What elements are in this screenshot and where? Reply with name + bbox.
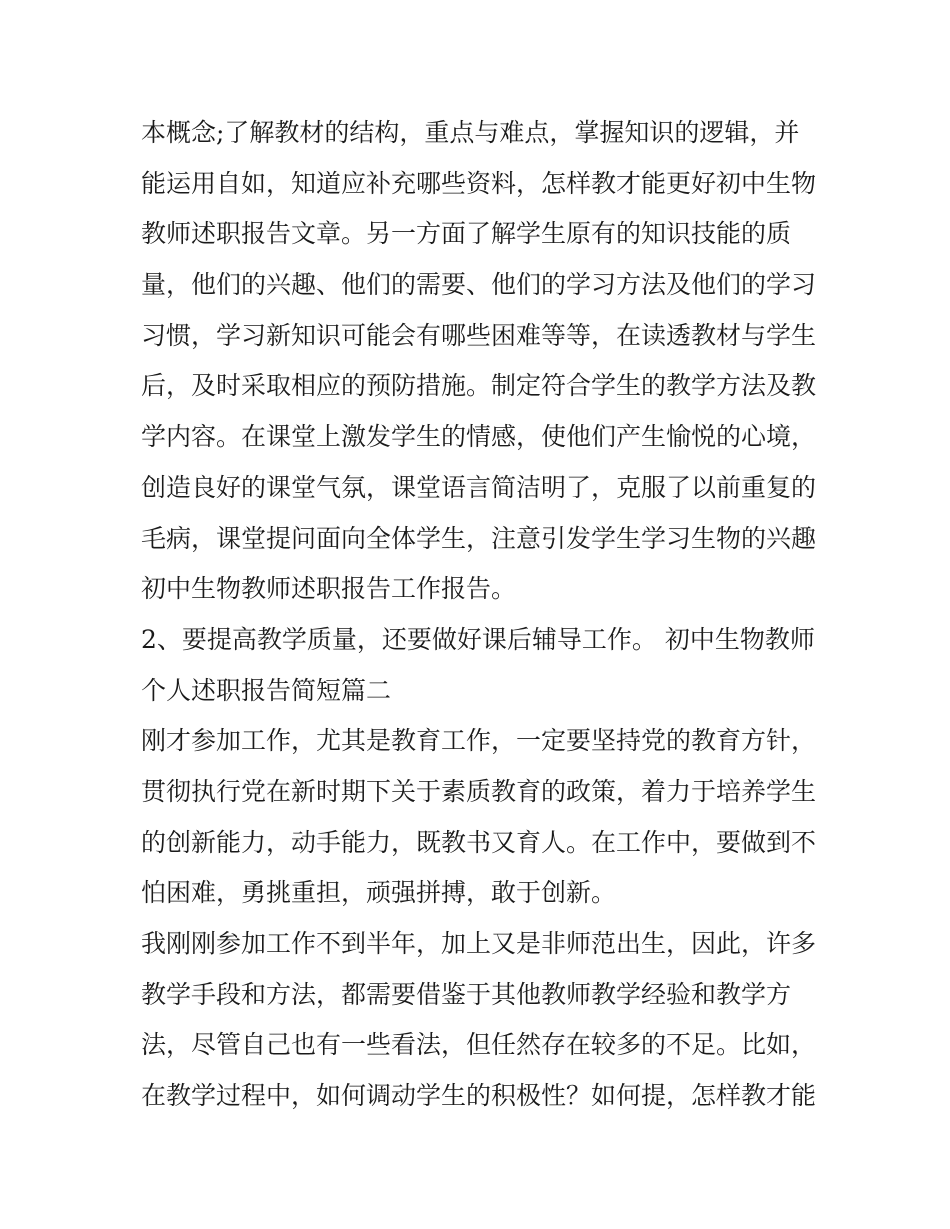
body-text	[141, 108, 821, 1122]
text-line: 毛病，课堂提问面向全体学生，注意引发学生学习生物的兴趣	[141, 523, 817, 553]
text-line: 本概念;了解教材的结构，重点与难点，掌握知识的逻辑，并	[141, 118, 800, 147]
text-line: 后，及时采取相应的预防措施。制定符合学生的教学方法及教	[141, 371, 817, 401]
text-line: 怕困难，勇挑重担，顽强拼搏，敢于创新。	[141, 878, 617, 908]
text-line: 刚才参加工作，尤其是教育工作，一定要坚持党的教育方针，	[141, 726, 817, 756]
text-line: 初中生物教师述职报告工作报告。	[141, 574, 517, 604]
text-line: 贯彻执行党在新时期下关于素质教育的政策，着力于培养学生	[141, 776, 817, 806]
text-line: 在教学过程中，如何调动学生的积极性？如何提，怎样教才能	[141, 1081, 817, 1111]
section-heading: 个人述职报告简短篇二	[141, 675, 392, 705]
text-line: 的创新能力，动手能力，既教书又育人。在工作中，要做到不	[141, 827, 817, 857]
text-line: 量，他们的兴趣、他们的需要、他们的学习方法及他们的学习	[141, 270, 817, 300]
text-line: 能运用自如，知道应补充哪些资料，怎样教才能更好初中生物	[141, 168, 817, 198]
text-line: 学内容。在课堂上激发学生的情感，使他们产生愉悦的心境，	[141, 422, 817, 452]
text-line: 2、要提高教学质量，还要做好课后辅导工作。 初中生物教师	[141, 624, 815, 654]
text-line: 教师述职报告文章。另一方面了解学生原有的知识技能的质	[141, 219, 792, 249]
text-line: 习惯，学习新知识可能会有哪些困难等等，在读透教材与学生	[141, 320, 817, 350]
text-line: 我刚刚参加工作不到半年，加上又是非师范出生，因此，许多	[141, 929, 817, 958]
text-line: 创造良好的课堂气氛，课堂语言简洁明了，克服了以前重复的	[141, 472, 817, 502]
text-line: 教学手段和方法，都需要借鉴于其他教师教学经验和教学方	[141, 979, 792, 1009]
text-line: 法，尽管自己也有一些看法，但任然存在较多的不足。比如，	[141, 1030, 817, 1060]
